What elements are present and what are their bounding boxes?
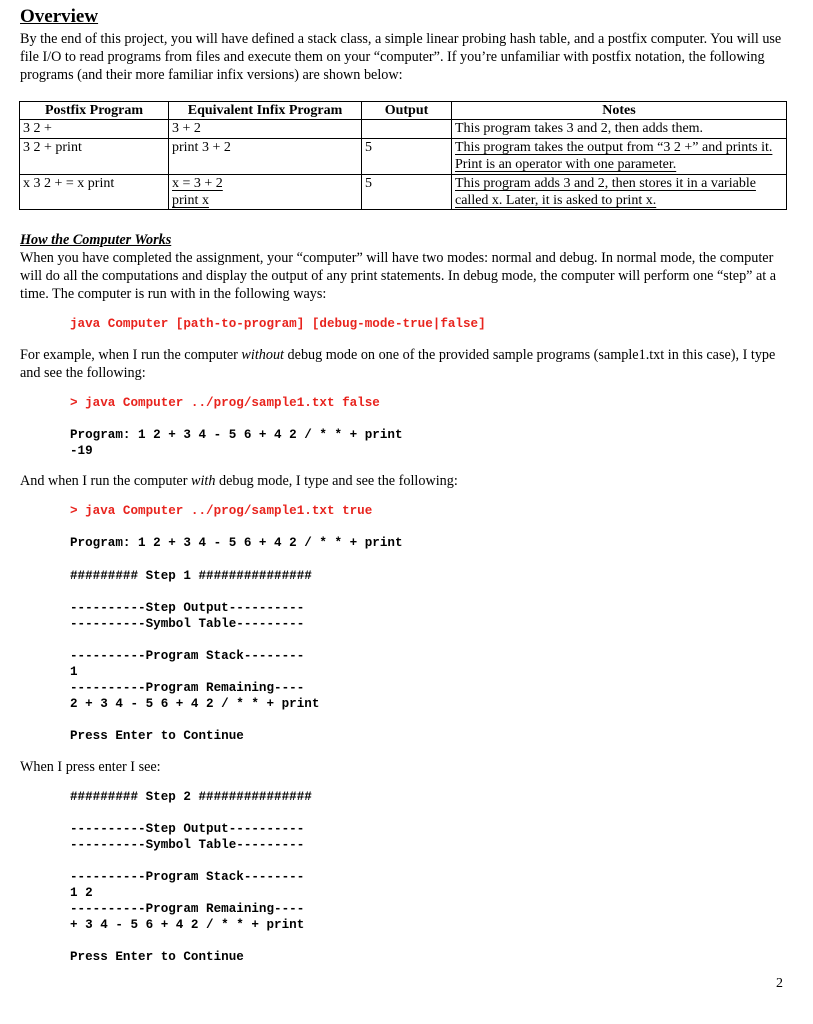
- page-number: 2: [776, 976, 783, 991]
- notes-cell: This program adds 3 and 2, then stores it in a variable called x. Later, it is asked to print x.: [452, 174, 787, 210]
- output-cell: [362, 120, 452, 138]
- table-row: [20, 120, 787, 138]
- usage-line: java Computer [path-to-program] [debug-mode-true|false]: [70, 317, 486, 331]
- debug-paragraph: [20, 472, 792, 490]
- example-paragraph: [20, 346, 792, 382]
- step-header: ######### Step 1 ###############: [70, 569, 312, 583]
- col-notes: Notes: [452, 102, 787, 120]
- step-output-label: ----------Step Output----------: [70, 601, 305, 615]
- example-emphasis: without: [241, 347, 284, 363]
- program-stack-value: 1 2: [70, 886, 93, 900]
- program-remaining-label: ----------Program Remaining----: [70, 681, 305, 695]
- press-enter-prompt: Press Enter to Continue: [70, 950, 244, 964]
- debug-emphasis: with: [191, 473, 216, 489]
- overview-title: Overview: [20, 6, 99, 27]
- step-output-label: ----------Step Output----------: [70, 822, 305, 836]
- command-normal: > java Computer ../prog/sample1.txt false: [70, 396, 380, 410]
- col-postfix: Postfix Program: [20, 102, 169, 120]
- step-header: ######### Step 2 ###############: [70, 790, 312, 804]
- infix-cell: [169, 174, 362, 210]
- infix-line-2: print x: [172, 193, 209, 209]
- table-header-row: [20, 102, 787, 120]
- program-remaining-label: ----------Program Remaining----: [70, 902, 305, 916]
- output-cell: 5: [362, 174, 452, 210]
- infix-cell: 3 + 2: [169, 120, 362, 138]
- debug-post: debug mode, I type and see the following:: [215, 473, 458, 489]
- col-output: Output: [362, 102, 452, 120]
- infix-cell: print 3 + 2: [169, 138, 362, 174]
- program-line-debug: Program: 1 2 + 3 4 - 5 6 + 4 2 / * * + print: [70, 536, 403, 550]
- postfix-table: [19, 101, 787, 210]
- postfix-cell: x 3 2 + = x print: [20, 174, 169, 210]
- symbol-table-label: ----------Symbol Table---------: [70, 617, 305, 631]
- debug-pre: And when I run the computer: [20, 473, 191, 489]
- notes-cell: This program takes the output from “3 2 +” and prints it. Print is an operator with one parameter.: [452, 138, 787, 174]
- how-paragraph: When you have completed the assignment, your “computer” will have two modes: normal and debug. In normal mode, the computer will do all the computations and display the output of any print statements. In debug mode, the computer will perform one “step” at a time. The computer is run with in the following ways:: [20, 250, 777, 303]
- enter-paragraph: When I press enter I see:: [20, 759, 161, 775]
- col-infix: Equivalent Infix Program: [169, 102, 362, 120]
- symbol-table-label: ----------Symbol Table---------: [70, 838, 305, 852]
- table-row: [20, 138, 787, 174]
- program-stack-label: ----------Program Stack--------: [70, 649, 305, 663]
- press-enter-prompt: Press Enter to Continue: [70, 729, 244, 743]
- notes-cell: This program takes 3 and 2, then adds them.: [452, 120, 787, 138]
- program-stack-label: ----------Program Stack--------: [70, 870, 305, 884]
- program-remaining-value: 2 + 3 4 - 5 6 + 4 2 / * * + print: [70, 697, 320, 711]
- example-post: debug mode on one of the provided sample programs (sample1.txt in this case), I type and see the following:: [20, 347, 776, 382]
- command-debug: > java Computer ../prog/sample1.txt true: [70, 504, 373, 518]
- how-heading: How the Computer Works: [20, 232, 172, 248]
- table-row: [20, 174, 787, 210]
- overview-intro: By the end of this project, you will have defined a stack class, a simple linear probing hash table, and a postfix computer. You will use file I/O to read programs from files and execute them on your “computer”. If you’re unfamiliar with postfix notation, the following programs (and their more familiar infix versions) are shown below:: [20, 31, 782, 84]
- output-cell: 5: [362, 138, 452, 174]
- infix-line-1: x = 3 + 2: [172, 175, 223, 191]
- example-pre: For example, when I run the computer: [20, 347, 242, 363]
- postfix-cell: 3 2 +: [20, 120, 169, 138]
- postfix-cell: 3 2 + print: [20, 138, 169, 174]
- program-remaining-value: + 3 4 - 5 6 + 4 2 / * * + print: [70, 918, 305, 932]
- program-line-normal: Program: 1 2 + 3 4 - 5 6 + 4 2 / * * + print: [70, 428, 403, 442]
- program-result: -19: [70, 444, 93, 458]
- program-stack-value: 1: [70, 665, 78, 679]
